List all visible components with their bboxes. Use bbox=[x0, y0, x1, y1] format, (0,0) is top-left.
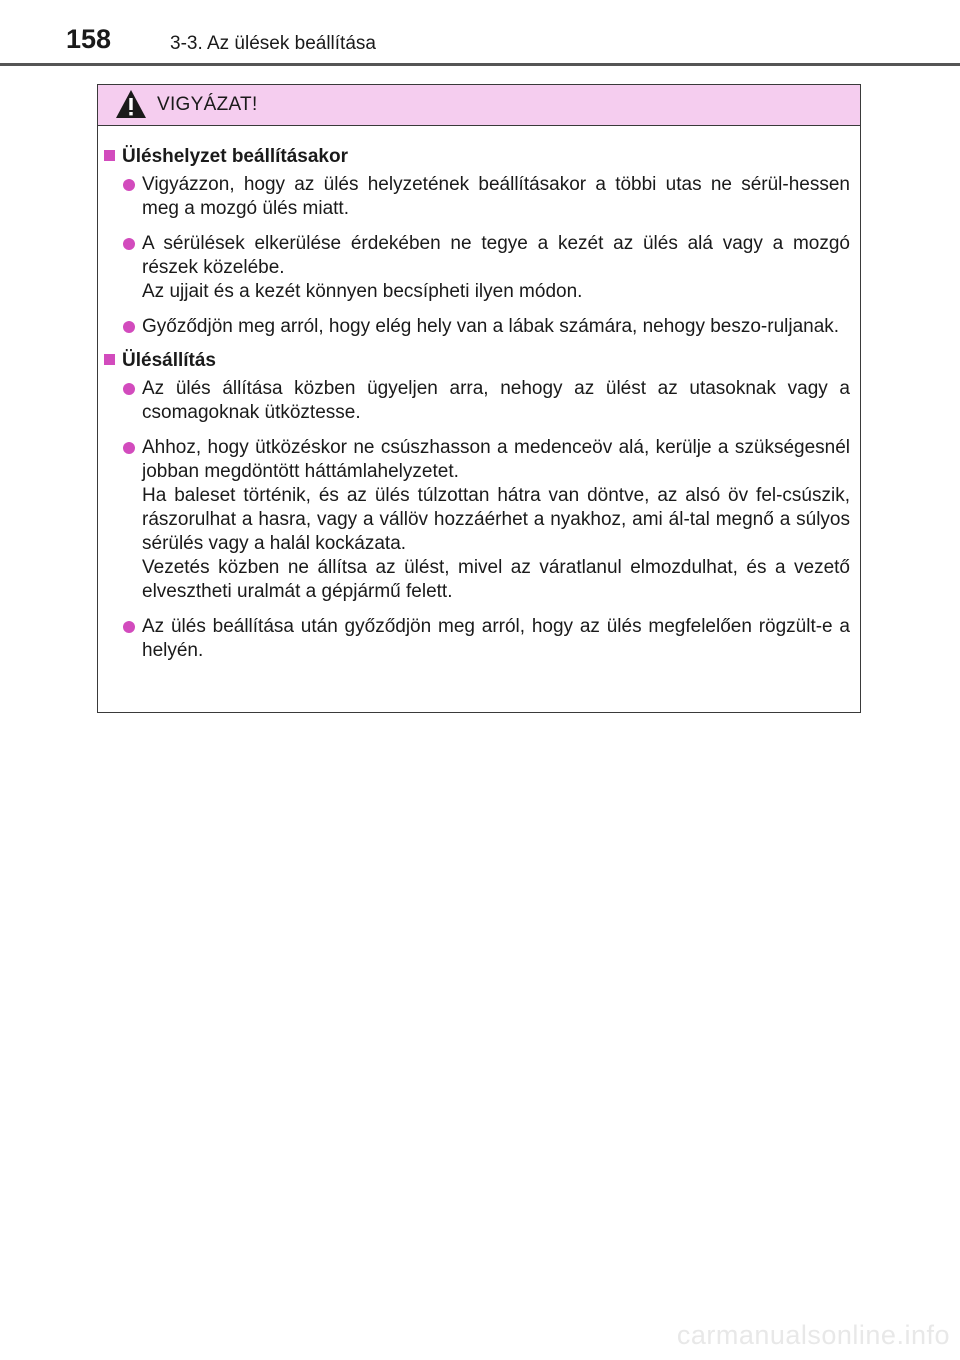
caution-box bbox=[97, 84, 861, 713]
round-bullet-icon bbox=[123, 442, 135, 454]
paragraph: Az ülés állítása közben ügyeljen arra, nehogy az ülést az utasoknak vagy a csomagoknak ütköztesse. bbox=[142, 378, 850, 423]
round-bullet-icon bbox=[123, 238, 135, 250]
paragraph: Ha baleset történik, és az ülés túlzottan hátra van döntve, az alsó öv fel-csúszik, rászorulhat a hasra, vagy a vállöv hozzáérhet a nyakhoz, ami ál-tal megnő a súlyos sérülés vagy a halál kockázata. bbox=[142, 485, 850, 554]
caution-body bbox=[98, 126, 860, 663]
round-bullet-icon bbox=[123, 179, 135, 191]
page-header bbox=[0, 0, 960, 66]
header-rule bbox=[0, 63, 960, 66]
paragraph: Az ujjait és a kezét könnyen becsípheti ilyen módon. bbox=[142, 281, 583, 302]
paragraph: Ahhoz, hogy ütközéskor ne csúszhasson a medenceöv alá, kerülje a szükségesnél jobban megdöntött háttámlahelyzetet. bbox=[142, 437, 850, 482]
section-heading-text: Ülésállítás bbox=[122, 350, 216, 371]
bullet-list bbox=[98, 173, 850, 339]
section-seat-position bbox=[98, 145, 850, 339]
section-heading-text: Üléshelyzet beállításakor bbox=[122, 146, 348, 167]
paragraph: Vezetés közben ne állítsa az ülést, mivel az váratlanul elmozdulhat, és a vezető elvesztheti uralmát a gépjármű felett. bbox=[142, 557, 850, 602]
watermark: carmanualsonline.info bbox=[676, 1320, 950, 1350]
list-item bbox=[98, 173, 850, 221]
list-item bbox=[98, 377, 850, 425]
list-item bbox=[98, 615, 850, 663]
round-bullet-icon bbox=[123, 621, 135, 633]
bullet-list bbox=[98, 377, 850, 663]
paragraph: Vigyázzon, hogy az ülés helyzetének beállításakor a többi utas ne sérül-hessen meg a mozgó ülés miatt. bbox=[142, 174, 850, 219]
section-title: 3-3. Az ülések beállítása bbox=[170, 33, 376, 54]
square-bullet-icon bbox=[104, 150, 115, 161]
warning-triangle-icon bbox=[115, 89, 147, 119]
square-bullet-icon bbox=[104, 354, 115, 365]
list-item bbox=[98, 315, 850, 339]
list-item bbox=[98, 232, 850, 304]
paragraph: Az ülés beállítása után győződjön meg arról, hogy az ülés megfelelően rögzült-e a helyén. bbox=[142, 616, 850, 661]
page-number: 158 bbox=[66, 24, 112, 54]
round-bullet-icon bbox=[123, 383, 135, 395]
caution-title: VIGYÁZAT! bbox=[157, 94, 258, 115]
paragraph: A sérülések elkerülése érdekében ne tegye a kezét az ülés alá vagy a mozgó részek közelébe. bbox=[142, 233, 850, 278]
section-heading bbox=[98, 349, 850, 373]
list-item bbox=[98, 436, 850, 604]
caution-header bbox=[98, 85, 860, 126]
round-bullet-icon bbox=[123, 321, 135, 333]
section-heading bbox=[98, 145, 850, 169]
section-seat-adjustment bbox=[98, 349, 850, 663]
paragraph: Győződjön meg arról, hogy elég hely van a lábak számára, nehogy beszo-ruljanak. bbox=[142, 316, 840, 337]
